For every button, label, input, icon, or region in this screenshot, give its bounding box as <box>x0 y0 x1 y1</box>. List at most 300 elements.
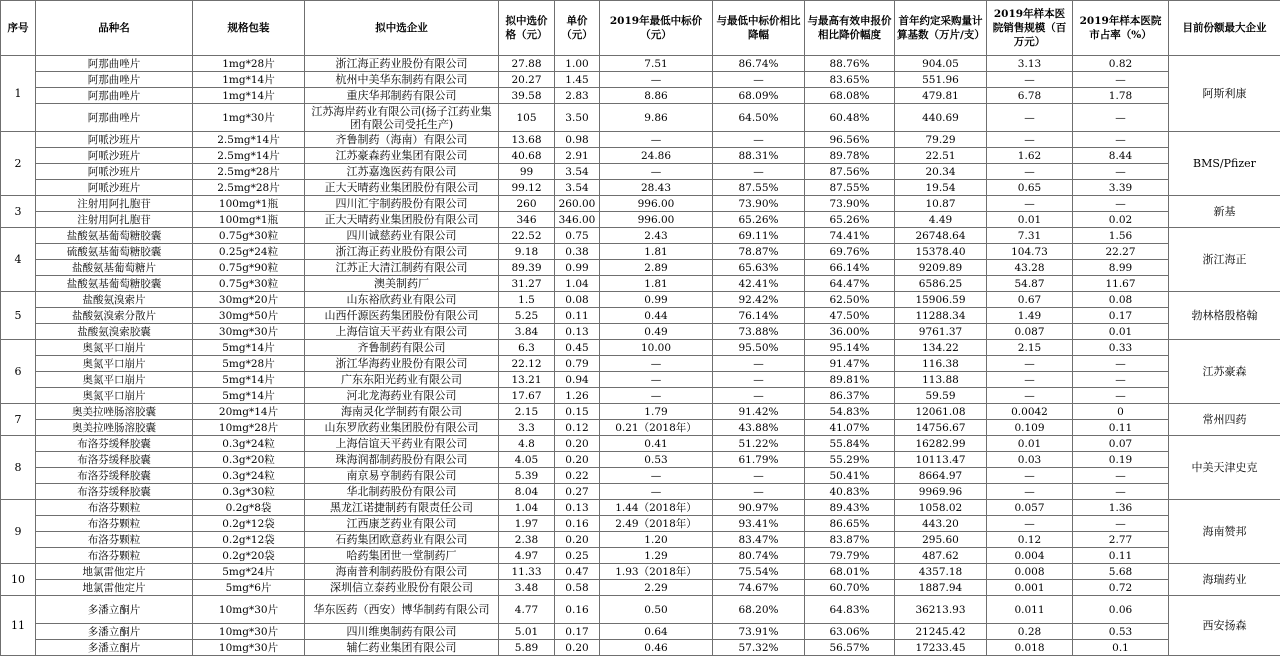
table-cell: 0.67 <box>987 292 1073 308</box>
table-cell: 3.50 <box>555 104 600 132</box>
table-cell: 65.26% <box>713 212 805 228</box>
table-cell: — <box>987 132 1073 148</box>
table-cell: 9.18 <box>499 244 555 260</box>
table-cell: 74.41% <box>805 228 895 244</box>
leading-company-cell: 勃林格殷格翰 <box>1169 292 1280 340</box>
table-cell: 11.33 <box>499 564 555 580</box>
table-cell: 0.25g*24粒 <box>193 244 305 260</box>
table-cell: 5mg*28片 <box>193 356 305 372</box>
table-cell: 42.41% <box>713 276 805 292</box>
leading-company-cell: 常州四药 <box>1169 404 1280 436</box>
table-cell: — <box>987 372 1073 388</box>
table-cell: 36213.93 <box>895 596 987 624</box>
table-cell: 0.25 <box>555 548 600 564</box>
table-cell: 68.20% <box>713 596 805 624</box>
table-cell: 0.3g*24粒 <box>193 436 305 452</box>
table-cell: 海南灵化学制药有限公司 <box>305 404 499 420</box>
table-cell: 0 <box>1073 404 1169 420</box>
table-cell: 1.44（2018年） <box>600 500 713 516</box>
table-cell: — <box>987 468 1073 484</box>
table-cell: — <box>1073 104 1169 132</box>
table-cell: 布洛芬缓释胶囊 <box>36 468 193 484</box>
table-cell: 1mg*28片 <box>193 56 305 72</box>
table-cell: 0.004 <box>987 548 1073 564</box>
table-cell: 20.27 <box>499 72 555 88</box>
table-cell: 奥美拉唑肠溶胶囊 <box>36 420 193 436</box>
table-cell: 40.68 <box>499 148 555 164</box>
table-cell: 479.81 <box>895 88 987 104</box>
table-row <box>1 596 1280 624</box>
table-row <box>1 72 1280 88</box>
table-cell: 105 <box>499 104 555 132</box>
table-cell: 0.2g*12袋 <box>193 532 305 548</box>
leading-company-cell: 中美天津史克 <box>1169 436 1280 500</box>
table-cell: 59.59 <box>895 388 987 404</box>
table-cell: 104.73 <box>987 244 1073 260</box>
table-cell: 2.89 <box>600 260 713 276</box>
table-cell: 0.22 <box>555 468 600 484</box>
table-cell: 阿哌沙班片 <box>36 180 193 196</box>
leading-company-cell: 新基 <box>1169 196 1280 228</box>
table-cell: 江苏正大清江制药有限公司 <box>305 260 499 276</box>
table-cell: — <box>713 372 805 388</box>
table-cell: — <box>987 484 1073 500</box>
table-cell: 4357.18 <box>895 564 987 580</box>
table-cell: 3.13 <box>987 56 1073 72</box>
header-cell: 2019年样本医院销售规模（百万元） <box>987 1 1073 56</box>
table-cell: 95.50% <box>713 340 805 356</box>
table-cell: 海南普利制药股份有限公司 <box>305 564 499 580</box>
table-cell: 黑龙江诺捷制药有限责任公司 <box>305 500 499 516</box>
table-cell: 15906.59 <box>895 292 987 308</box>
table-cell: 0.75g*90粒 <box>193 260 305 276</box>
table-row <box>1 468 1280 484</box>
table-cell: — <box>713 356 805 372</box>
table-cell: 68.08% <box>805 88 895 104</box>
table-cell: 95.14% <box>805 340 895 356</box>
table-cell: 36.00% <box>805 324 895 340</box>
table-cell: 1.97 <box>499 516 555 532</box>
table-cell: — <box>713 164 805 180</box>
table-cell: 20.34 <box>895 164 987 180</box>
table-cell: 浙江华海药业股份有限公司 <box>305 356 499 372</box>
table-cell: 山东罗欣药业集团股份有限公司 <box>305 420 499 436</box>
table-row <box>1 308 1280 324</box>
table-cell: 0.087 <box>987 324 1073 340</box>
table-cell: 1.04 <box>499 500 555 516</box>
table-cell: 0.1 <box>1073 640 1169 656</box>
table-cell: 0.19 <box>1073 452 1169 468</box>
table-cell: — <box>1073 196 1169 212</box>
table-cell: — <box>713 468 805 484</box>
table-cell: 65.26% <box>805 212 895 228</box>
table-row <box>1 88 1280 104</box>
table-cell: 0.98 <box>555 132 600 148</box>
table-cell: 89.43% <box>805 500 895 516</box>
table-cell: 7.51 <box>600 56 713 72</box>
table-cell: 2.29 <box>600 580 713 596</box>
table-cell: 4.97 <box>499 548 555 564</box>
table-cell: 3.84 <box>499 324 555 340</box>
table-cell: 阿那曲唑片 <box>36 88 193 104</box>
table-cell: 86.74% <box>713 56 805 72</box>
table-cell: 盐酸氨溴索分散片 <box>36 308 193 324</box>
table-cell: 0.07 <box>1073 436 1169 452</box>
header-cell: 拟中选价格（元） <box>499 1 555 56</box>
table-cell: 30mg*50片 <box>193 308 305 324</box>
table-cell: 0.21（2018年） <box>600 420 713 436</box>
table-cell: 100mg*1瓶 <box>193 196 305 212</box>
table-cell: 5mg*24片 <box>193 564 305 580</box>
table-cell: 0.0042 <box>987 404 1073 420</box>
table-cell: 73.90% <box>713 196 805 212</box>
table-cell: 0.2g*12袋 <box>193 516 305 532</box>
table-cell: 哈药集团世一堂制药厂 <box>305 548 499 564</box>
table-cell: 地氯雷他定片 <box>36 564 193 580</box>
table-cell: 61.79% <box>713 452 805 468</box>
table-cell: 4.8 <box>499 436 555 452</box>
table-cell: — <box>987 104 1073 132</box>
leading-company-cell: 海瑞药业 <box>1169 564 1280 596</box>
table-cell: 齐鲁制药有限公司 <box>305 340 499 356</box>
table-row <box>1 340 1280 356</box>
table-cell: 83.65% <box>805 72 895 88</box>
table-cell: 113.88 <box>895 372 987 388</box>
table-cell: 21245.42 <box>895 624 987 640</box>
table-cell: 13.68 <box>499 132 555 148</box>
leading-company-cell: 西安扬森 <box>1169 596 1280 656</box>
table-cell: 0.41 <box>600 436 713 452</box>
table-cell: 1.81 <box>600 244 713 260</box>
table-cell: 5mg*14片 <box>193 388 305 404</box>
table-cell: 注射用阿扎胞苷 <box>36 196 193 212</box>
table-row <box>1 640 1280 656</box>
table-cell: 996.00 <box>600 196 713 212</box>
table-cell: 91.42% <box>713 404 805 420</box>
table-cell: 奥氮平口崩片 <box>36 372 193 388</box>
table-cell: — <box>600 72 713 88</box>
table-cell: 布洛芬缓释胶囊 <box>36 452 193 468</box>
table-cell: 0.13 <box>555 324 600 340</box>
table-row <box>1 420 1280 436</box>
table-cell: — <box>713 72 805 88</box>
table-cell: — <box>1073 356 1169 372</box>
table-cell: 16282.99 <box>895 436 987 452</box>
table-cell: 60.48% <box>805 104 895 132</box>
table-cell: 0.46 <box>600 640 713 656</box>
table-cell: 0.49 <box>600 324 713 340</box>
table-cell: 55.84% <box>805 436 895 452</box>
table-cell: 0.47 <box>555 564 600 580</box>
table-cell: 1.29 <box>600 548 713 564</box>
table-cell: 86.65% <box>805 516 895 532</box>
table-cell: 0.27 <box>555 484 600 500</box>
table-cell: 22.52 <box>499 228 555 244</box>
table-body <box>1 56 1280 656</box>
table-cell: 27.88 <box>499 56 555 72</box>
header-cell: 规格包装 <box>193 1 305 56</box>
table-cell: 1mg*14片 <box>193 88 305 104</box>
table-cell: 四川诚慈药业有限公司 <box>305 228 499 244</box>
table-cell: 0.72 <box>1073 580 1169 596</box>
table-cell: 0.44 <box>600 308 713 324</box>
table-cell: 2.5mg*28片 <box>193 164 305 180</box>
table-row <box>1 516 1280 532</box>
table-cell: 17233.45 <box>895 640 987 656</box>
table-cell: 56.57% <box>805 640 895 656</box>
table-cell: 1.49 <box>987 308 1073 324</box>
leading-company-cell: 海南赞邦 <box>1169 500 1280 564</box>
table-cell: 116.38 <box>895 356 987 372</box>
table-cell: 0.13 <box>555 500 600 516</box>
leading-company-cell: 阿斯利康 <box>1169 56 1280 132</box>
table-cell: 76.14% <box>713 308 805 324</box>
table-cell: 布洛芬缓释胶囊 <box>36 436 193 452</box>
table-cell: 1.20 <box>600 532 713 548</box>
table-cell: 0.3g*30粒 <box>193 484 305 500</box>
table-cell: 0.011 <box>987 596 1073 624</box>
table-cell: 10mg*30片 <box>193 624 305 640</box>
table-cell: 78.87% <box>713 244 805 260</box>
table-cell: 0.65 <box>987 180 1073 196</box>
table-cell: 89.78% <box>805 148 895 164</box>
table-cell: 551.96 <box>895 72 987 88</box>
table-cell: 上海信谊天平药业有限公司 <box>305 324 499 340</box>
table-cell: 74.67% <box>713 580 805 596</box>
table-cell: 22.27 <box>1073 244 1169 260</box>
table-cell: 2.83 <box>555 88 600 104</box>
table-cell: 3.39 <box>1073 180 1169 196</box>
table-cell: 江西康芝药业有限公司 <box>305 516 499 532</box>
table-cell: 注射用阿扎胞苷 <box>36 212 193 228</box>
header-cell: 2019年最低中标价（元） <box>600 1 713 56</box>
leading-company-cell: BMS/Pfizer <box>1169 132 1280 196</box>
header-cell: 目前份额最大企业 <box>1169 1 1280 56</box>
table-cell: 1.36 <box>1073 500 1169 516</box>
table-cell: 多潘立酮片 <box>36 596 193 624</box>
table-cell: 阿哌沙班片 <box>36 164 193 180</box>
table-cell: 24.86 <box>600 148 713 164</box>
table-cell: 华北制药股份有限公司 <box>305 484 499 500</box>
table-cell: 浙江海正药业股份有限公司 <box>305 56 499 72</box>
header-cell: 单价（元） <box>555 1 600 56</box>
table-row <box>1 244 1280 260</box>
group-number-cell: 11 <box>1 596 36 656</box>
table-row <box>1 356 1280 372</box>
table-cell: 10.00 <box>600 340 713 356</box>
table-cell: 华东医药（西安）博华制药有限公司 <box>305 596 499 624</box>
table-cell: 阿那曲唑片 <box>36 56 193 72</box>
table-cell: 996.00 <box>600 212 713 228</box>
table-cell: 0.79 <box>555 356 600 372</box>
table-cell: 5mg*14片 <box>193 372 305 388</box>
table-cell: — <box>1073 132 1169 148</box>
table-cell: 11.67 <box>1073 276 1169 292</box>
table-cell: 51.22% <box>713 436 805 452</box>
table-cell: 2.49（2018年） <box>600 516 713 532</box>
table-cell: 43.28 <box>987 260 1073 276</box>
table-cell: — <box>987 516 1073 532</box>
table-cell: 9209.89 <box>895 260 987 276</box>
table-cell: 8.86 <box>600 88 713 104</box>
table-cell: — <box>600 356 713 372</box>
table-cell: 346.00 <box>555 212 600 228</box>
header-cell: 品种名 <box>36 1 193 56</box>
table-row <box>1 292 1280 308</box>
group-number-cell: 8 <box>1 436 36 500</box>
table-cell: 0.06 <box>1073 596 1169 624</box>
table-cell: 1.62 <box>987 148 1073 164</box>
table-cell: 奥氮平口崩片 <box>36 340 193 356</box>
table-cell: 0.3g*24粒 <box>193 468 305 484</box>
table-cell: 79.29 <box>895 132 987 148</box>
table-cell: 5.68 <box>1073 564 1169 580</box>
table-cell: 99.12 <box>499 180 555 196</box>
table-cell: 布洛芬缓释胶囊 <box>36 484 193 500</box>
table-cell: 0.94 <box>555 372 600 388</box>
table-cell: 1.5 <box>499 292 555 308</box>
table-cell: 47.50% <box>805 308 895 324</box>
table-cell: 深圳信立泰药业股份有限公司 <box>305 580 499 596</box>
table-cell: 江苏豪森药业集团有限公司 <box>305 148 499 164</box>
table-cell: 0.11 <box>1073 420 1169 436</box>
header-cell: 拟中选企业 <box>305 1 499 56</box>
table-cell: — <box>1073 72 1169 88</box>
table-cell: 2.5mg*28片 <box>193 180 305 196</box>
table-cell: 0.75g*30粒 <box>193 228 305 244</box>
table-cell: 2.5mg*14片 <box>193 132 305 148</box>
table-row <box>1 180 1280 196</box>
table-cell: — <box>600 388 713 404</box>
table-cell: 2.15 <box>987 340 1073 356</box>
table-cell: 1058.02 <box>895 500 987 516</box>
table-cell: — <box>600 164 713 180</box>
table-cell: 0.15 <box>555 404 600 420</box>
table-cell: 10113.47 <box>895 452 987 468</box>
table-cell: 布洛芬颗粒 <box>36 516 193 532</box>
table-cell: 盐酸氨溴索胶囊 <box>36 324 193 340</box>
table-cell: 3.3 <box>499 420 555 436</box>
group-number-cell: 6 <box>1 340 36 404</box>
table-cell: 19.54 <box>895 180 987 196</box>
table-cell: 90.97% <box>713 500 805 516</box>
table-cell: 64.50% <box>713 104 805 132</box>
table-cell: 69.76% <box>805 244 895 260</box>
table-cell: 60.70% <box>805 580 895 596</box>
table-cell: 珠海润都制药股份有限公司 <box>305 452 499 468</box>
header-cell: 序号 <box>1 1 36 56</box>
table-cell: 13.21 <box>499 372 555 388</box>
table-cell: 0.057 <box>987 500 1073 516</box>
table-cell: 0.20 <box>555 532 600 548</box>
table-cell: 73.91% <box>713 624 805 640</box>
table-cell: 0.109 <box>987 420 1073 436</box>
table-cell: 重庆华邦制药有限公司 <box>305 88 499 104</box>
table-cell: 四川汇宇制药股份有限公司 <box>305 196 499 212</box>
table-cell: 73.90% <box>805 196 895 212</box>
table-cell: 浙江海正药业股份有限公司 <box>305 244 499 260</box>
table-cell: 广东东阳光药业有限公司 <box>305 372 499 388</box>
table-cell: 88.76% <box>805 56 895 72</box>
table-cell: 10mg*30片 <box>193 596 305 624</box>
table-cell: — <box>713 484 805 500</box>
leading-company-cell: 浙江海正 <box>1169 228 1280 292</box>
table-row <box>1 372 1280 388</box>
table-cell: 奥美拉唑肠溶胶囊 <box>36 404 193 420</box>
table-row <box>1 564 1280 580</box>
table-cell: 齐鲁制药（海南）有限公司 <box>305 132 499 148</box>
table-cell: 0.008 <box>987 564 1073 580</box>
table-cell: 0.17 <box>555 624 600 640</box>
table-cell: — <box>713 132 805 148</box>
table-cell: 63.06% <box>805 624 895 640</box>
header-row <box>1 1 1280 56</box>
table-cell: 26748.64 <box>895 228 987 244</box>
table-cell: 布洛芬颗粒 <box>36 532 193 548</box>
table-cell: 1.00 <box>555 56 600 72</box>
table-cell: — <box>987 388 1073 404</box>
table-row <box>1 484 1280 500</box>
table-row <box>1 532 1280 548</box>
table-cell: 15378.40 <box>895 244 987 260</box>
table-cell: — <box>987 356 1073 372</box>
table-cell: 12061.08 <box>895 404 987 420</box>
table-cell: 0.001 <box>987 580 1073 596</box>
table-cell: 55.29% <box>805 452 895 468</box>
table-cell: 87.56% <box>805 164 895 180</box>
table-cell: 澳美制药厂 <box>305 276 499 292</box>
table-cell: 阿那曲唑片 <box>36 72 193 88</box>
table-cell: 河北龙海药业有限公司 <box>305 388 499 404</box>
table-cell: 3.48 <box>499 580 555 596</box>
group-number-cell: 10 <box>1 564 36 596</box>
table-cell: 0.28 <box>987 624 1073 640</box>
table-cell: 79.79% <box>805 548 895 564</box>
table-cell: 11288.34 <box>895 308 987 324</box>
table-cell: 440.69 <box>895 104 987 132</box>
table-cell: — <box>600 372 713 388</box>
table-cell: 1.81 <box>600 276 713 292</box>
table-row <box>1 132 1280 148</box>
table-cell: 7.31 <box>987 228 1073 244</box>
table-cell: 8.44 <box>1073 148 1169 164</box>
table-cell: 88.31% <box>713 148 805 164</box>
table-cell: 904.05 <box>895 56 987 72</box>
group-number-cell: 1 <box>1 56 36 132</box>
table-cell: 5mg*14片 <box>193 340 305 356</box>
table-cell: — <box>600 468 713 484</box>
table-cell: 68.01% <box>805 564 895 580</box>
table-cell: 江苏嘉逸医药有限公司 <box>305 164 499 180</box>
table-cell: 96.56% <box>805 132 895 148</box>
table-cell: 石药集团欧意药业有限公司 <box>305 532 499 548</box>
table-cell: 0.03 <box>987 452 1073 468</box>
table-cell: 0.20 <box>555 452 600 468</box>
table-cell: 1.45 <box>555 72 600 88</box>
table-cell: 正大天晴药业集团股份有限公司 <box>305 180 499 196</box>
table-cell: 69.11% <box>713 228 805 244</box>
table-cell: 57.32% <box>713 640 805 656</box>
table-cell: 盐酸氨基葡萄糖胶囊 <box>36 276 193 292</box>
table-cell: 0.75 <box>555 228 600 244</box>
table-cell: 4.49 <box>895 212 987 228</box>
table-cell: 93.41% <box>713 516 805 532</box>
table-cell: 295.60 <box>895 532 987 548</box>
table-cell: 2.91 <box>555 148 600 164</box>
table-cell: 0.38 <box>555 244 600 260</box>
table-cell: 布洛芬颗粒 <box>36 548 193 564</box>
table-cell: 0.99 <box>555 260 600 276</box>
